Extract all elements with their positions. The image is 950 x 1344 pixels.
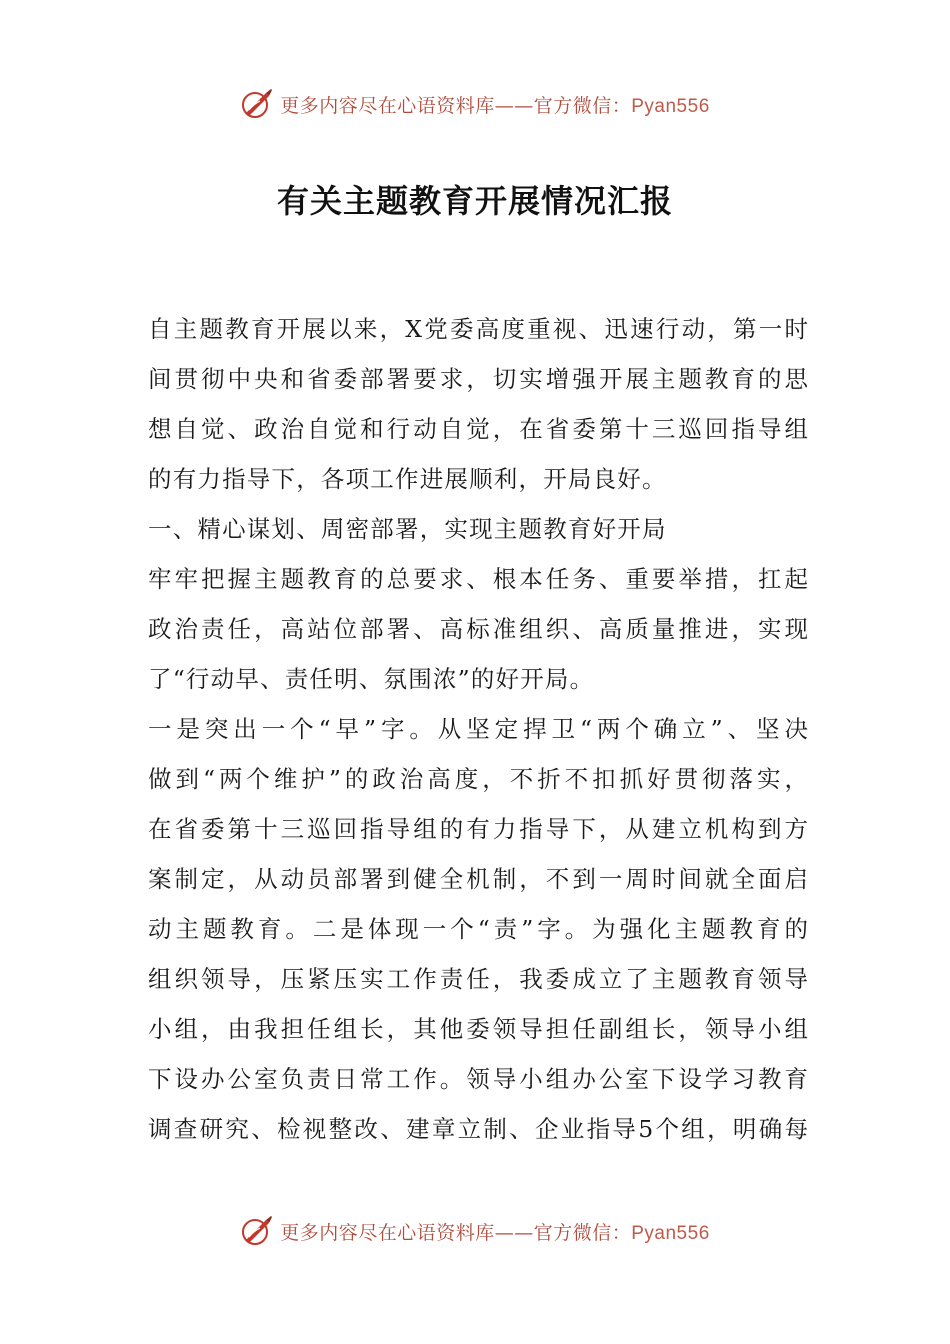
text-line: 的有力指导下，各项工作进展顺利，开局良好。 [148,465,667,493]
text-line: 组织领导，压紧压实工作责任，我委成立了主题教育领导 [148,965,808,993]
text-line: 在省委第十三巡回指导组的有力指导下，从建立机构到方 [148,815,808,843]
text-line: 动主题教育。二是体现一个“责”字。为强化主题教育的 [148,915,808,943]
header-banner [0,84,950,124]
text-line: 了“行动早、责任明、氛围浓”的好开局。 [148,665,595,693]
text-line: 自主题教育开展以来，X党委高度重视、迅速行动，第一时 [148,315,808,343]
footer-banner [0,1211,950,1251]
banner-main-text: 更多内容尽在心语资料库 [280,94,495,117]
banner-official-label: 官方微信： [533,1221,632,1244]
banner-official-label: 官方微信： [533,94,632,117]
banner-text [280,91,710,118]
text-line: 案制定，从动员部署到健全机制，不到一周时间就全面启 [148,865,808,893]
text-line: 想自觉、政治自觉和行动自觉，在省委第十三巡回指导组 [148,415,808,443]
banner-wechat-id: Pyan556 [631,1222,710,1244]
document-body [148,304,808,1154]
document-title: 有关主题教育开展情况汇报 [276,182,673,220]
text-line: 一是突出一个“早”字。从坚定捍卫“两个确立”、坚决 [148,715,808,743]
section-heading: 一、精心谋划、周密部署，实现主题教育好开局 [148,515,667,543]
text-line: 做到“两个维护”的政治高度，不折不扣抓好贯彻落实， [148,765,808,793]
banner-dash: —— [494,1221,534,1244]
banner-wechat-id: Pyan556 [631,95,710,117]
text-line: 调查研究、检视整改、建章立制、企业指导5个组，明确每 [148,1115,808,1143]
text-line: 政治责任，高站位部署、高标准组织、高质量推进，实现 [148,615,808,643]
banner-dash: —— [494,94,534,117]
banner-text [280,1218,710,1245]
text-line: 小组，由我担任组长，其他委领导担任副组长，领导小组 [148,1015,808,1043]
banner-main-text: 更多内容尽在心语资料库 [280,1221,495,1244]
pen-logo-icon [240,1214,274,1248]
pen-logo-icon [240,87,274,121]
text-line: 牢牢把握主题教育的总要求、根本任务、重要举措，扛起 [148,565,808,593]
text-line: 下设办公室负责日常工作。领导小组办公室下设学习教育 [148,1065,808,1093]
text-line: 间贯彻中央和省委部署要求，切实增强开展主题教育的思 [148,365,808,393]
